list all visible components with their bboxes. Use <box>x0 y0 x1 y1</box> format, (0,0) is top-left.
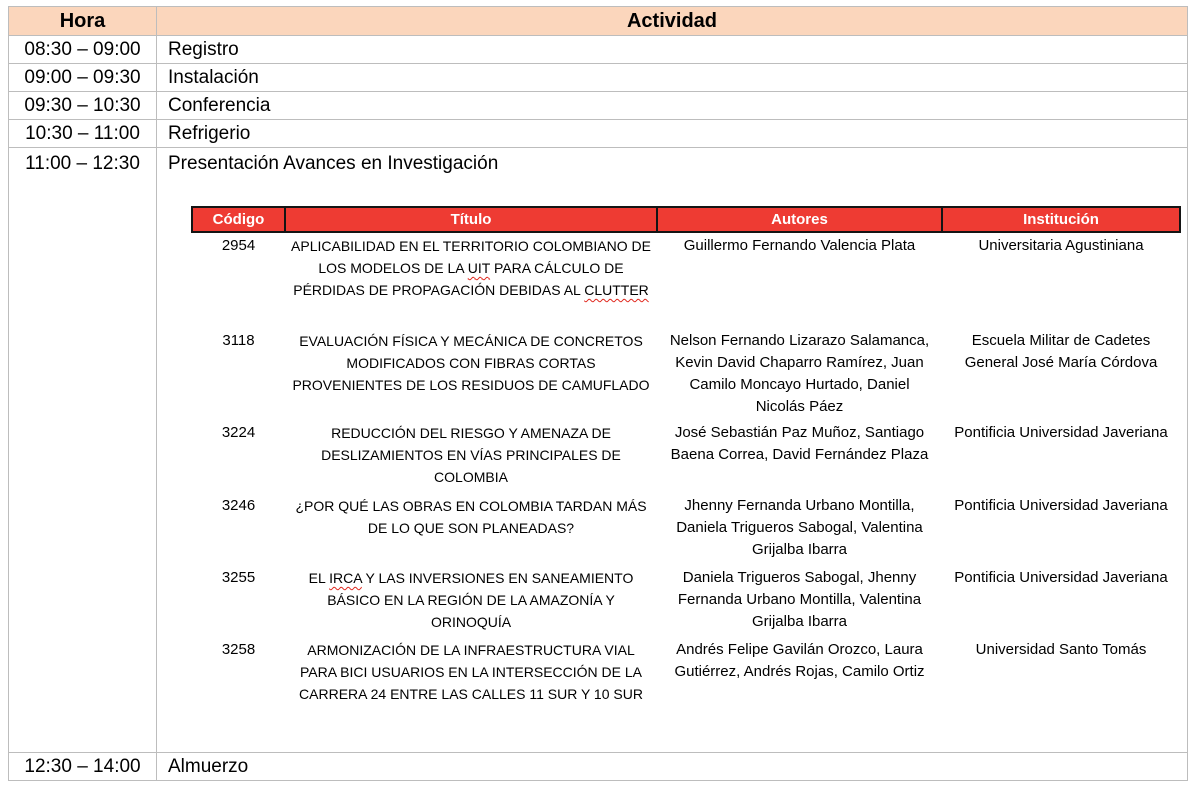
presentation-row <box>192 493 1180 565</box>
schedule-row-conferencia <box>9 92 1188 120</box>
autores-column-header: Autores <box>657 207 942 232</box>
titulo-cell: EL IRCA Y LAS INVERSIONES EN SANEAMIENTO BÁSICO EN LA REGIÓN DE LA AMAZONÍA Y ORINOQUÍA <box>308 570 634 630</box>
institucion-cell: Universidad Santo Tomás <box>975 641 1147 658</box>
schedule-row-instalacion <box>9 64 1188 92</box>
schedule-table <box>8 6 1188 781</box>
institucion-cell: Pontificia Universidad Javeriana <box>954 497 1168 514</box>
activity-cell: Refrigerio <box>157 120 1188 148</box>
presentation-row <box>192 232 1180 328</box>
time-cell: 09:30 – 10:30 <box>9 92 157 120</box>
spellcheck-squiggle: CLUTTER <box>584 282 649 298</box>
presentation-row <box>192 637 1180 746</box>
presentations-body <box>192 232 1180 746</box>
presentations-header-row <box>192 207 1180 232</box>
schedule-header-row <box>9 7 1188 36</box>
schedule-row-registro <box>9 36 1188 64</box>
activity-label: Presentación Avances en Investigación <box>168 153 499 174</box>
activity-cell: Conferencia <box>157 92 1188 120</box>
activity-cell: Instalación <box>157 64 1188 92</box>
time-cell: 12:30 – 14:00 <box>9 753 157 781</box>
codigo-cell: 3118 <box>222 332 255 349</box>
titulo-cell: ARMONIZACIÓN DE LA INFRAESTRUCTURA VIAL PARA BICI USUARIOS EN LA INTERSECCIÓN DE LA CARRERA 24 ENTRE LAS CALLES 11 SUR Y 10 SUR <box>299 642 643 702</box>
spellcheck-squiggle: UIT <box>467 260 491 276</box>
titulo-cell: APLICABILIDAD EN EL TERRITORIO COLOMBIANO DE LOS MODELOS DE LA UIT PARA CÁLCULO DE PÉRDIDAS DE PROPAGACIÓN DEBIDAS AL CLUTTER <box>291 238 651 298</box>
activity-cell: Registro <box>157 36 1188 64</box>
presentation-row <box>192 565 1180 637</box>
activity-cell: Almuerzo <box>157 753 1188 781</box>
presentation-row <box>192 420 1180 493</box>
schedule-row-almuerzo <box>9 753 1188 781</box>
autores-cell: José Sebastián Paz Muñoz, Santiago Baena Correa, David Fernández Plaza <box>670 424 929 463</box>
autores-cell: Andrés Felipe Gavilán Orozco, Laura Gutiérrez, Andrés Rojas, Camilo Ortiz <box>674 641 925 680</box>
actividad-column-header: Actividad <box>157 7 1188 36</box>
titulo-cell: ¿POR QUÉ LAS OBRAS EN COLOMBIA TARDAN MÁS DE LO QUE SON PLANEADAS? <box>295 498 647 536</box>
titulo-cell: REDUCCIÓN DEL RIESGO Y AMENAZA DE DESLIZAMIENTOS EN VÍAS PRINCIPALES DE COLOMBIA <box>321 425 621 485</box>
institucion-cell: Pontificia Universidad Javeriana <box>954 424 1168 441</box>
autores-cell: Jhenny Fernanda Urbano Montilla, Daniela Trigueros Sabogal, Valentina Grijalba Ibarra <box>676 497 923 558</box>
time-cell: 10:30 – 11:00 <box>9 120 157 148</box>
codigo-cell: 3255 <box>221 569 256 586</box>
presentation-row <box>192 328 1180 420</box>
time-cell: 09:00 – 09:30 <box>9 64 157 92</box>
spellcheck-squiggle: IRCA <box>329 570 362 586</box>
titulo-cell: EVALUACIÓN FÍSICA Y MECÁNICA DE CONCRETOS MODIFICADOS CON FIBRAS CORTAS PROVENIENTES DE LOS RESIDUOS DE CAMUFLADO <box>292 333 650 393</box>
autores-cell: Nelson Fernando Lizarazo Salamanca, Kevin David Chaparro Ramírez, Juan Camilo Moncayo Hurtado, Daniel Nicolás Páez <box>669 332 930 415</box>
codigo-cell: 3224 <box>221 424 256 441</box>
codigo-cell: 2954 <box>221 237 256 254</box>
autores-cell: Daniela Trigueros Sabogal, Jhenny Fernanda Urbano Montilla, Valentina Grijalba Ibarra <box>677 569 922 630</box>
time-cell: 11:00 – 12:30 <box>9 148 157 753</box>
institucion-column-header: Institución <box>942 207 1180 232</box>
autores-cell: Guillermo Fernando Valencia Plata <box>683 237 916 254</box>
codigo-cell: 3258 <box>221 641 256 658</box>
presentations-table <box>191 206 1181 746</box>
schedule-row-presentacion <box>9 148 1188 753</box>
activity-cell <box>157 148 1188 753</box>
hora-column-header: Hora <box>9 7 157 36</box>
institucion-cell: Pontificia Universidad Javeriana <box>954 569 1168 586</box>
codigo-cell: 3246 <box>221 497 256 514</box>
institucion-cell: Universitaria Agustiniana <box>978 237 1144 254</box>
titulo-column-header: Título <box>285 207 657 232</box>
codigo-column-header: Código <box>192 207 285 232</box>
institucion-cell: Escuela Militar de Cadetes General José María Córdova <box>964 332 1158 371</box>
schedule-row-refrigerio <box>9 120 1188 148</box>
time-cell: 08:30 – 09:00 <box>9 36 157 64</box>
